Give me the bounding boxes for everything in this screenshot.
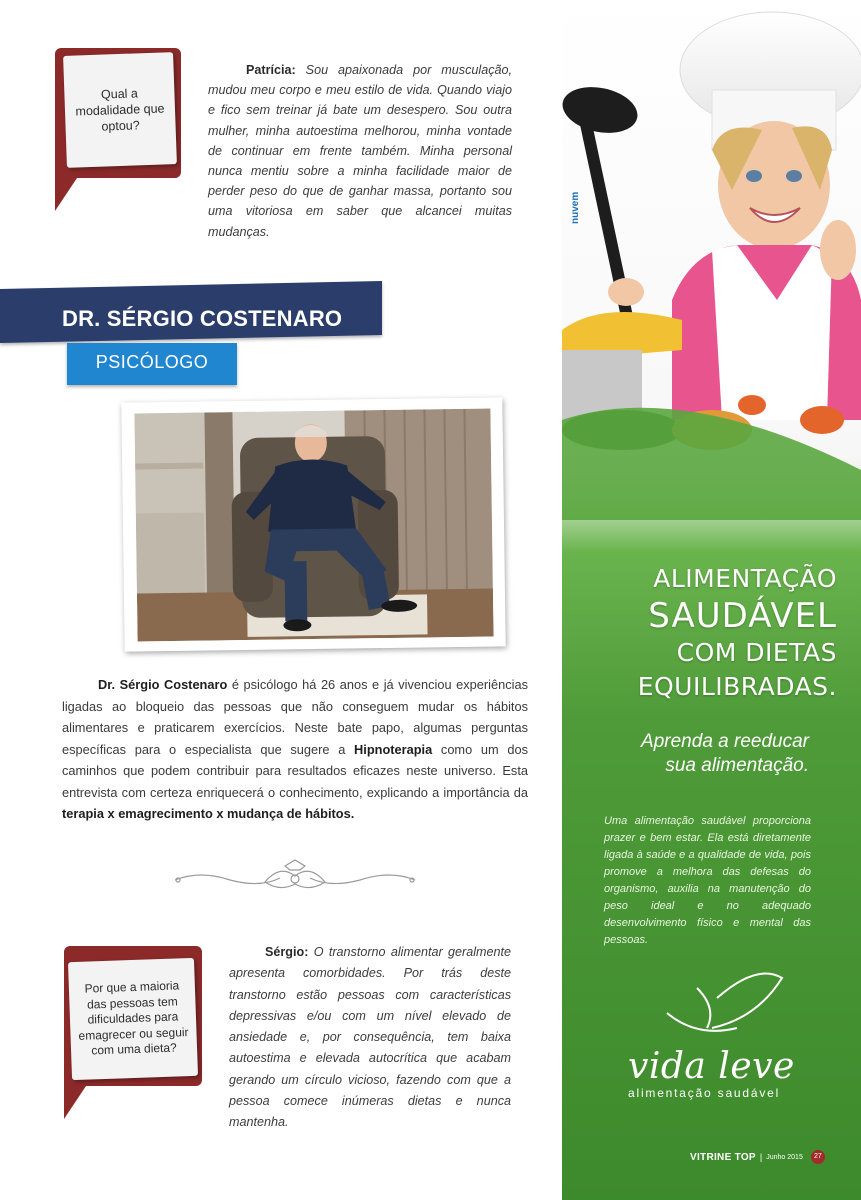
answer-1 (208, 60, 512, 242)
question-card-1 (55, 48, 185, 218)
issue-date: Junho 2015 (766, 1153, 803, 1161)
flag-tail-icon (55, 166, 95, 216)
answer-1-speaker: Patrícia: (246, 63, 296, 77)
portrait-photo-frame (121, 397, 505, 651)
headline-line-1: ALIMENTAÇÃO (653, 564, 837, 593)
question-text-1: Qual a modalidade que optou? (75, 86, 165, 134)
profile-name: DR. SÉRGIO COSTENARO (62, 306, 343, 331)
headline-line-2: SAUDÁVEL (648, 596, 837, 636)
vida-leve-logo-icon (657, 968, 807, 1048)
intro-term-1: Hipnoterapia (354, 741, 433, 757)
flag-tail-icon (64, 1074, 104, 1124)
nuvem-watermark: nuvem (570, 191, 581, 224)
intro-term-2: terapia x emagrecimento x mudança de hábitos. (62, 806, 355, 821)
intro-text-1: é psicólogo há 26 anos e já vivenciou experiências ligadas ao bloqueio das pessoas que não conseguem mudar os hábitos alimentares e praticarem exercícios. Neste bate papo, algumas perguntas específicas para o especialista que sugere a (62, 677, 528, 757)
question-text-2: Por que a maioria das pessoas tem dificuldades para emagrecer ou seguir com uma dieta? (78, 978, 189, 1058)
advertisement-page (562, 0, 861, 1200)
page-number: 27 (811, 1150, 825, 1164)
footer-separator: | (759, 1152, 763, 1162)
answer-2 (229, 942, 511, 1134)
magazine-name: VITRINE TOP (690, 1151, 756, 1163)
ad-headline (638, 562, 837, 704)
logo-title: vida leve (628, 1046, 795, 1087)
question-box-2 (68, 958, 198, 1080)
question-card-2 (64, 946, 204, 1126)
intro-text-2: como um dos caminhos que podem contribuir para resultados eficazes neste universo. Esta entrevista com certeza enriquecerá o conhecimento, explicando a importância da (62, 741, 528, 800)
answer-2-text: O transtorno alimentar geralmente apresenta comorbidades. Por trás deste transtorno estão pessoas com características depressivas e/ou com um nível elevado de ansiedade e, por consequência, tem baixa autoestima e elevada autocrítica que acabam gerando um círculo vicioso, fazendo com que a pessoa comece inúmeras dietas e nunca mantenha. (229, 945, 511, 1130)
answer-2-speaker: Sérgio: (265, 945, 309, 959)
intro-name: Dr. Sérgio Costenaro (98, 677, 228, 692)
tagline-line-1: Aprenda a reeducar (641, 731, 809, 752)
portrait-photo (134, 409, 493, 642)
chef-girl-illustration (562, 0, 861, 520)
ad-body-text: Uma alimentação saudável proporciona prazer e bem estar. Ela está diretamente ligada à saúde e a qualidade de vida, pois promove a melhora das defesas do organismo, auxilia na manutenção do peso ideal e no adequado desenvolvimento físico e mental das pessoas. (604, 815, 811, 946)
answer-1-text: Sou apaixonada por musculação, mudou meu corpo e meu estilo de vida. Quando viajo e fico sem treinar já bate um desespero. Sou outra mulher, minha autoestima melhorou, minha vontade de continuar em frente também. Minha personal nunca mentiu sobre a minha facilidade maior de perder peso do que de ganhar massa, portanto sou uma vitoriosa em saber que alcancei muitas mudanças. (208, 63, 512, 239)
headline-line-3: COM DIETAS (676, 638, 837, 667)
headline-line-4: EQUILIBRADAS. (637, 672, 837, 701)
intro-paragraph (62, 674, 528, 825)
question-box-1 (63, 52, 177, 168)
page-footer (690, 1150, 825, 1164)
logo-subtitle: alimentação saudável (628, 1086, 781, 1100)
profile-role: PSICÓLOGO (95, 352, 209, 372)
portrait-illustration (134, 409, 493, 642)
ad-tagline (641, 730, 809, 778)
ornament-divider-icon (170, 858, 420, 898)
tagline-line-2: sua alimentação. (665, 755, 809, 776)
